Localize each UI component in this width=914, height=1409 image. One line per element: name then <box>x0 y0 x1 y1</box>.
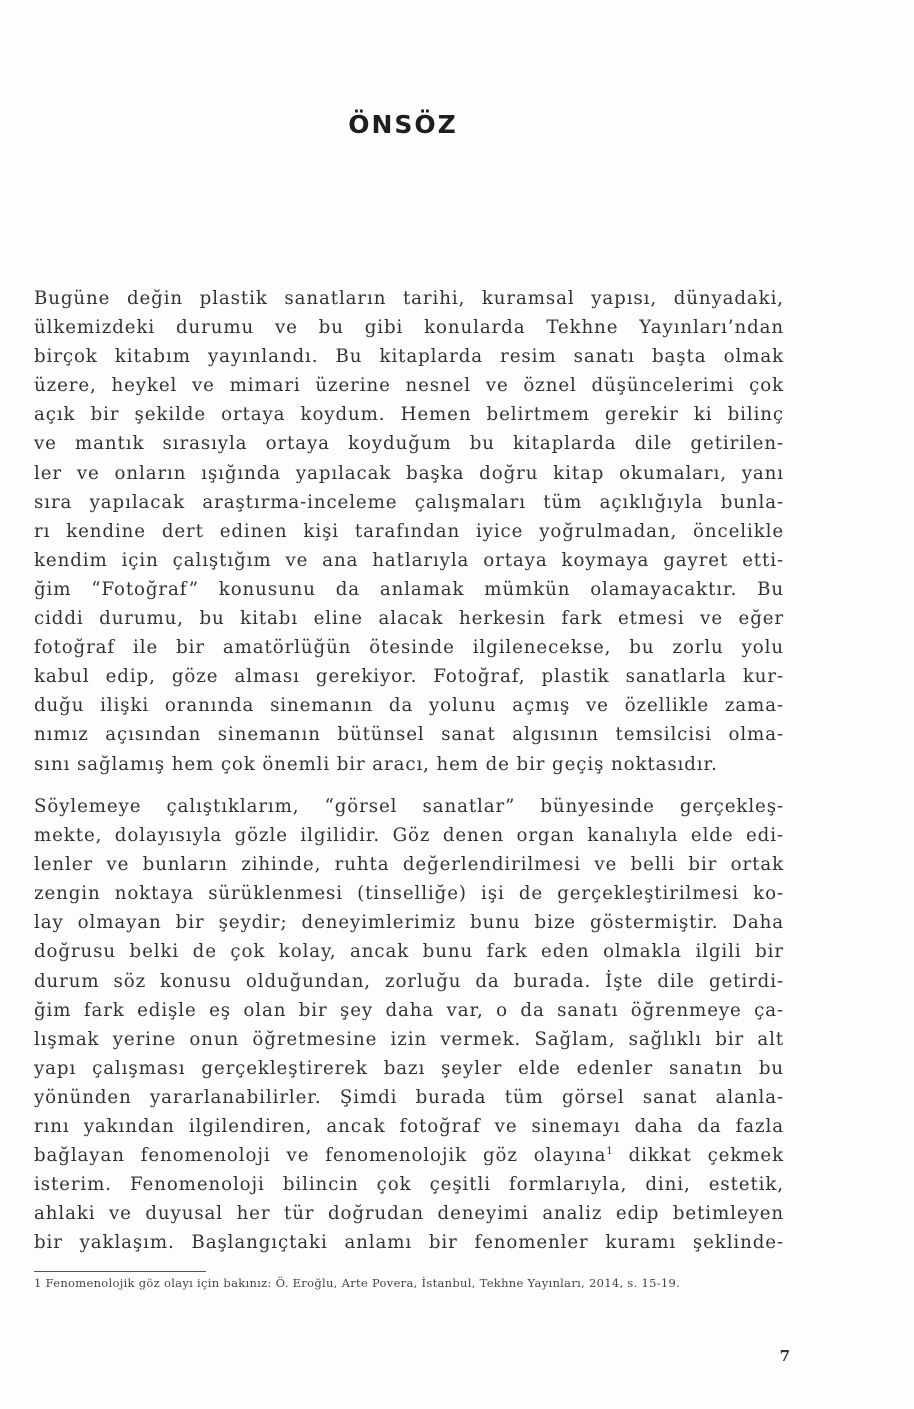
text-line: Söylemeye çalıştıklarım, “görsel sanatlar” bünyesinde gerçekleş- <box>34 796 784 817</box>
paragraph-2 <box>34 792 784 1258</box>
footnote-divider <box>34 1271 206 1272</box>
text-line: isterim. Fenomenoloji bilincin çok çeşitli formlarıyla, dini, estetik, <box>34 1174 784 1196</box>
text-line: üzere, heykel ve mimari üzerine nesnel ve öznel düşüncelerimi çok <box>34 375 784 397</box>
text-line: mekte, dolayısıyla gözle ilgilidir. Göz denen organ kanalıyla elde edi- <box>34 825 784 847</box>
chapter-title: ÖNSÖZ <box>348 110 458 139</box>
text-line: yönünden yararlanabilirler. Şimdi burada tüm görsel sanat alanla- <box>34 1086 784 1108</box>
footnote-reference[interactable]: 1 <box>606 1146 613 1158</box>
text-line: lay olmayan bir şeydir; deneyimlerimiz bunu bize göstermiştir. Daha <box>34 912 784 934</box>
text-line: lışmak yerine onun öğretmesine izin vermek. Sağlam, sağlıklı bir alt <box>34 1028 784 1050</box>
text-line-with-footnote <box>34 1141 784 1170</box>
text-line: ğim “Fotoğraf” konusunu da anlamak mümkün olamayacaktır. Bu <box>34 578 784 600</box>
text-segment: dikkat çekmek <box>612 1145 784 1167</box>
text-line: doğrusu belki de çok kolay, ancak bunu fark eden olmakla ilgili bir <box>34 941 784 963</box>
text-segment: bağlayan fenomenoloji ve fenomenolojik göz olayına <box>34 1145 607 1167</box>
text-line: duğu ilişki oranında sinemanın da yolunu açmış ve özellikle zama- <box>34 695 784 717</box>
footnote: 1 Fenomenolojik göz olayı için bakınız: Ö. Eroğlu, Arte Povera, İstanbul, Tekhne Yayınları, 2014, s. 15-19. <box>34 1276 681 1290</box>
text-line: sını sağlamış hem çok önemli bir aracı, hem de bir geçiş noktasıdır. <box>34 753 718 775</box>
text-line: ciddi durumu, bu kitabı eline alacak herkesin fark etmesi ve eğer <box>34 608 784 630</box>
text-line: rı kendine dert edinen kişi tarafından iyice yoğrulmadan, öncelikle <box>34 520 784 542</box>
paragraph-1 <box>34 284 784 779</box>
text-line: ahlaki ve duyusal her tür doğrudan deneyimi analiz edip betimleyen <box>34 1203 784 1225</box>
text-line: ve mantık sırasıyla ortaya koyduğum bu kitaplarda dile getirilen- <box>34 433 784 455</box>
text-line: durum söz konusu olduğundan, zorluğu da burada. İşte dile getirdi- <box>34 970 784 992</box>
text-line: ler ve onların ışığında yapılacak başka doğru kitap okumaları, yanı <box>34 462 784 484</box>
text-line: fotoğraf ile bir amatörlüğün ötesinde ilgilenecekse, bu zorlu yolu <box>34 637 784 659</box>
text-line: birçok kitabım yayınlandı. Bu kitaplarda resim sanatı başta olmak <box>34 346 784 368</box>
text-line: sıra yapılacak araştırma-inceleme çalışmaları tüm açıklığıyla bunla- <box>34 491 784 513</box>
text-line: kendim için çalıştığım ve ana hatlarıyla ortaya koymaya gayret etti- <box>34 549 784 571</box>
text-line: rını yakından ilgilendiren, ancak fotoğraf ve sinemayı daha da fazla <box>34 1116 784 1138</box>
text-line: Bugüne değin plastik sanatların tarihi, kuramsal yapısı, dünyadaki, <box>34 288 784 309</box>
text-line: kabul edip, göze alması gerekiyor. Fotoğraf, plastik sanatlarla kur- <box>34 666 784 688</box>
text-line: bir yaklaşım. Başlangıçtaki anlamı bir fenomenler kuramı şeklinde- <box>34 1232 784 1254</box>
text-line: zengin noktaya sürüklenmesi (tinselliğe) işi de gerçekleştirilmesi ko- <box>34 883 784 905</box>
text-line: lenler ve bunların zihinde, ruhta değerlendirilmesi ve belli bir ortak <box>34 854 784 876</box>
text-line: yapı çalışması gerçekleştirerek bazı şeyler elde edenler sanatın bu <box>34 1057 784 1079</box>
text-line: ğim fark edişle eş olan bir şey daha var, o da sanatı öğrenmeye ça- <box>34 999 784 1021</box>
page-number: 7 <box>779 1347 790 1365</box>
text-line: açık bir şekilde ortaya koydum. Hemen belirtmem gerekir ki bilinç <box>34 404 784 426</box>
text-line: ülkemizdeki durumu ve bu gibi konularda Tekhne Yayınları’ndan <box>34 317 784 339</box>
text-line: nımız açısından sinemanın bütünsel sanat algısının temsilcisi olma- <box>34 724 784 746</box>
